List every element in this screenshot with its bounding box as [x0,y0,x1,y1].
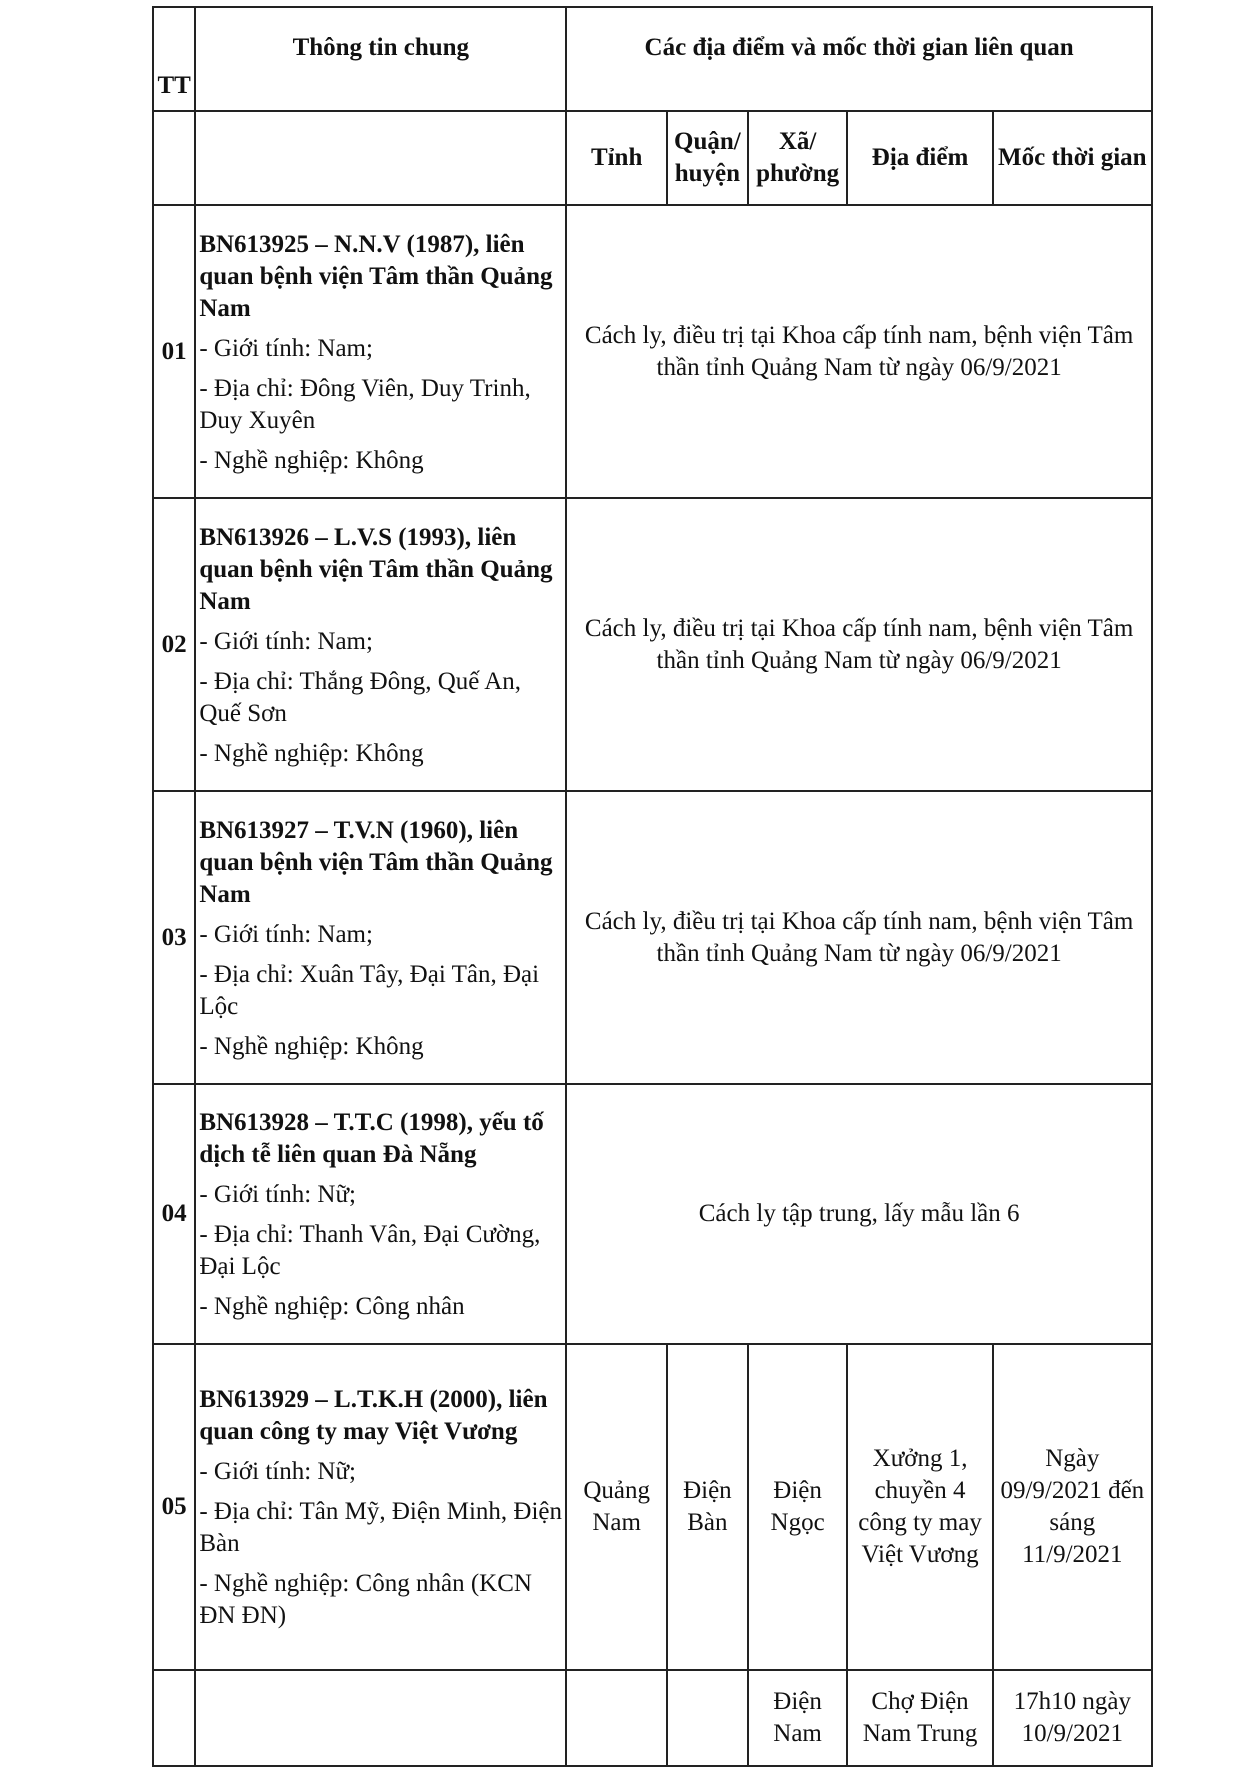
patient-title: BN613927 – T.V.N (1960), liên quan bệnh viện Tâm thần Quảng Nam [199,816,553,908]
isolation-note: Cách ly, điều trị tại Khoa cấp tính nam, bệnh viện Tâm thần tỉnh Quảng Nam từ ngày 06/9/2021 [566,498,1152,791]
place-cell: Chợ Điện Nam Trung [847,1670,992,1766]
empty-cell [153,1670,195,1766]
patient-occupation: - Nghề nghiệp: Công nhân [199,1293,465,1320]
patient-title: BN613928 – T.T.C (1998), yếu tố dịch tễ liên quan Đà Nẵng [199,1109,544,1168]
case-table [152,6,1153,1767]
patient-gender: - Giới tính: Nam; [199,334,373,362]
province-header: Tỉnh [566,111,667,205]
header-row-1 [153,7,1152,111]
patient-title: BN613925 – N.N.V (1987), liên quan bệnh viện Tâm thần Quảng Nam [199,230,553,322]
empty-cell [667,1670,748,1766]
tt-header: TT [153,7,195,111]
table-row [153,498,1152,791]
table-row [153,791,1152,1084]
patient-occupation: - Nghề nghiệp: Không [199,739,424,767]
patient-gender: - Giới tính: Nam; [199,920,373,948]
patient-info [195,498,566,791]
patient-gender: - Giới tính: Nữ; [199,1458,356,1485]
patient-gender: - Giới tính: Nữ; [199,1181,356,1208]
ward-header: Xã/ phường [748,111,848,205]
patient-info [195,1344,566,1670]
patient-occupation: - Nghề nghiệp: Không [199,446,424,474]
empty-cell [195,1670,566,1766]
district-cell: Điện Bàn [667,1344,748,1670]
patient-info [195,791,566,1084]
patient-address: - Địa chỉ: Thắng Đông, Quế An, Quế Sơn [199,667,522,727]
table-row [153,1344,1152,1670]
isolation-note: Cách ly, điều trị tại Khoa cấp tính nam, bệnh viện Tâm thần tỉnh Quảng Nam từ ngày 06/9/2021 [566,791,1152,1084]
row-number: 04 [153,1084,195,1344]
time-cell: Ngày 09/9/2021 đến sáng 11/9/2021 [993,1344,1152,1670]
empty-header-cell [195,111,566,205]
row-number: 01 [153,205,195,498]
province-cell: Quảng Nam [566,1344,667,1670]
patient-title: BN613926 – L.V.S (1993), liên quan bệnh viện Tâm thần Quảng Nam [199,523,553,615]
ward-cell: Điện Ngọc [748,1344,848,1670]
document-page [152,6,1153,1767]
isolation-note: Cách ly tập trung, lấy mẫu lần 6 [566,1084,1152,1344]
patient-address: - Địa chỉ: Đông Viên, Duy Trinh, Duy Xuyên [199,374,531,434]
row-number: 02 [153,498,195,791]
locations-timeline-header: Các địa điểm và mốc thời gian liên quan [566,7,1152,111]
patient-info [195,1084,566,1344]
place-cell: Xưởng 1, chuyền 4 công ty may Việt Vương [847,1344,992,1670]
empty-cell [566,1670,667,1766]
isolation-note: Cách ly, điều trị tại Khoa cấp tính nam, bệnh viện Tâm thần tỉnh Quảng Nam từ ngày 06/9/2021 [566,205,1152,498]
table-row [153,205,1152,498]
patient-title: BN613929 – L.T.K.H (2000), liên quan công ty may Việt Vương [199,1386,548,1445]
table-row [153,1084,1152,1344]
empty-header-cell [153,111,195,205]
ward-cell: Điện Nam [748,1670,848,1766]
patient-occupation: - Nghề nghiệp: Không [199,1032,424,1060]
patient-gender: - Giới tính: Nam; [199,627,373,655]
place-header: Địa điểm [847,111,992,205]
general-info-header: Thông tin chung [195,7,566,111]
time-header: Mốc thời gian [993,111,1152,205]
patient-occupation: - Nghề nghiệp: Công nhân (KCN ĐN ĐN) [199,1570,532,1629]
table-row [153,1670,1152,1766]
patient-address: - Địa chỉ: Xuân Tây, Đại Tân, Đại Lộc [199,960,540,1020]
patient-address: - Địa chỉ: Tân Mỹ, Điện Minh, Điện Bàn [199,1498,562,1557]
patient-address: - Địa chỉ: Thanh Vân, Đại Cường, Đại Lộc [199,1221,541,1280]
district-header: Quận/ huyện [667,111,748,205]
time-cell: 17h10 ngày 10/9/2021 [993,1670,1152,1766]
row-number: 03 [153,791,195,1084]
row-number: 05 [153,1344,195,1670]
patient-info [195,205,566,498]
header-row-2 [153,111,1152,205]
